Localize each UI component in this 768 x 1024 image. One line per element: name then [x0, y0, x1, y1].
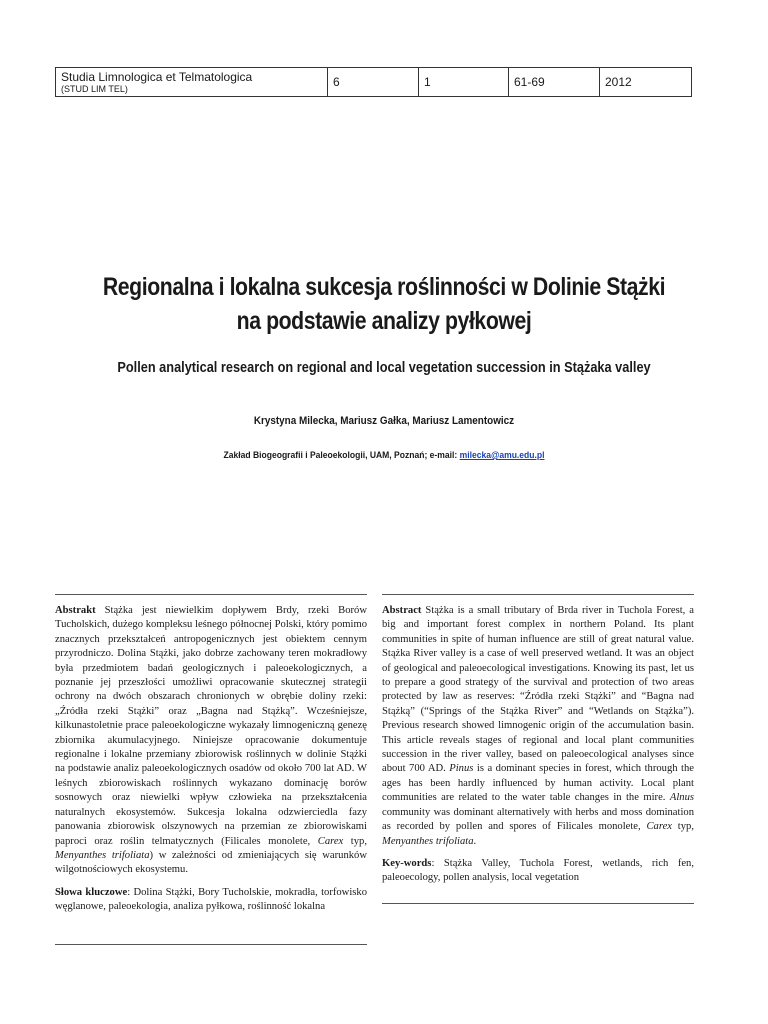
abstract-italic-en-1: Pinus	[449, 763, 474, 775]
volume-cell: 6	[328, 68, 419, 96]
english-keywords	[382, 857, 694, 886]
keywords-text-pl: : Dolina Stążki, Bory Tucholskie, mokradła, torfowisko węglanowe, paleoekologia, analiza pyłkowa, roślinność lokalna	[55, 886, 367, 913]
year-cell: 2012	[605, 75, 632, 89]
right-bottom-rule	[382, 903, 694, 904]
title-line-1: Regionalna i lokalna sukcesja roślinności w Dolinie Stążki	[102, 273, 666, 301]
keywords-label-en: Key-words	[382, 857, 432, 869]
pages-cell: 61-69	[509, 68, 600, 96]
abstract-label-pl: Abstrakt	[55, 605, 96, 616]
journal-abbreviation: (STUD LIM TEL)	[61, 83, 128, 94]
polish-keywords	[55, 886, 367, 915]
english-abstract	[382, 604, 694, 849]
abstract-text-pl-2: typ,	[343, 835, 367, 847]
abstract-text-en-1: Stążka is a small tributary of Brda river in Tuchola Forest, a big and important forest complex in northern Poland. Its plant communities in spite of human influence are still of great natural value. Stążka River valley is a case of well preserved wetland. It was an object of geological and paleoecological investigations. Knowing its past, let us to prepare a good strategy of the survival and protection of two areas protected by law as reserves: “Źródła rzeki Stążki” and “Bagna nad Stążką” (“Springs of the Stążka River” and “Wetlands on Stążka”). Previous research showed limnogenic origin of the accumulation basin. This article reveals stages of regional and local plant communities succession in the river valley, based on paleoecological analyses since about 700 AD.	[382, 605, 694, 775]
abstract-italic-pl-1: Carex	[317, 835, 344, 847]
keywords-text-en: : Stążka Valley, Tuchola Forest, wetlands, rich fen, paleoecology, pollen analysis, local vegetation	[382, 857, 694, 884]
abstract-text-pl-3: ) w zależności od zmieniających się warunków wilgotnościowych ekosystemu.	[55, 849, 367, 876]
issue-cell: 1	[419, 68, 509, 96]
abstract-text-en-2: is a dominant species in forest, which through the ages has been hardly influenced by human activity. Local plant communities are related to the water table changes in the mire.	[382, 763, 694, 804]
abstract-text-en-4: typ,	[671, 821, 694, 833]
journal-header-table	[55, 67, 692, 97]
polish-abstract-column	[55, 604, 367, 915]
left-top-rule	[55, 594, 367, 595]
journal-cell	[56, 68, 328, 96]
abstract-italic-en-2: Alnus	[669, 792, 694, 804]
affiliation-text: Zakład Biogeografii i Paleoekologii, UAM, Poznań; e-mail:	[223, 450, 460, 461]
abstract-italic-pl-2: Menyanthes trifoliata	[55, 849, 150, 861]
email-link[interactable]: milecka@amu.edu.pl	[459, 450, 545, 461]
abstract-italic-en-3: Carex	[646, 821, 672, 833]
keywords-label-pl: Słowa kluczowe	[55, 886, 128, 898]
abstract-text-en-5: .	[473, 835, 477, 847]
affiliation	[74, 449, 693, 462]
abstract-label-en: Abstract	[382, 605, 422, 616]
abstract-italic-en-4: Menyanthes trifoliata	[382, 835, 474, 847]
right-top-rule	[382, 594, 694, 595]
authors: Krystyna Milecka, Mariusz Gałka, Mariusz Lamentowicz	[253, 415, 515, 427]
article-title	[92, 270, 677, 338]
title-line-2: na podstawie analizy pyłkowej	[236, 307, 532, 335]
polish-abstract	[55, 604, 367, 878]
article-subtitle: Pollen analytical research on regional and local vegetation succession in Stążaka valley	[117, 360, 651, 376]
left-bottom-rule	[55, 944, 367, 945]
english-abstract-column	[382, 604, 694, 886]
abstract-text-pl-1: Stążka jest niewielkim dopływem Brdy, rzeki Borów Tucholskich, dużego kompleksu leśnego północnej Polski, który pomimo znacznych przekształceń antropogenicznych jest obiektem cennym przyrodniczo. Dolina Stążki, jako dobrze zachowany teren mokradłowy była przedmiotem badań geologicznych i paleoekologicznych, a poznanie jej przeszłości umożliwi opracowanie skutecznej strategii ochrony na dwóch obszarach chronionych w obrębie doliny rzeki: „Źródła rzeki Stążki” oraz „Bagna nad Stążką”. Wcześniejsze, kilkunastoletnie prace paleoekologiczne wykazały limnogeniczną genezę zbiornika akumulacyjnego. Niniejsze opracowanie dokumentuje regionalne i lokalne przemiany zbiorowisk roślinnych w dolinie Stążki na podstawie analiz paleoekologicznych osadów od około 700 lat AD. W leśnych zbiorowiskach roślinnych wykazano dominację borów sosnowych oraz niewielki wpływ człowieka na przekształcenia naturalnych ekosystemów. Sukcesja lokalna odzwierciedla fazy panowania zbiorowisk olszynowych na przemian ze zbiorowiskami paproci oraz roślin telmatycznych (Filicales monolete,	[55, 605, 367, 847]
journal-name: Studia Limnologica et Telmatologica	[61, 69, 253, 84]
abstract-text-en-3: community was dominant alternatively with herbs and moss domination as recorded by pollen and spores of Filicales monolete,	[382, 806, 694, 833]
